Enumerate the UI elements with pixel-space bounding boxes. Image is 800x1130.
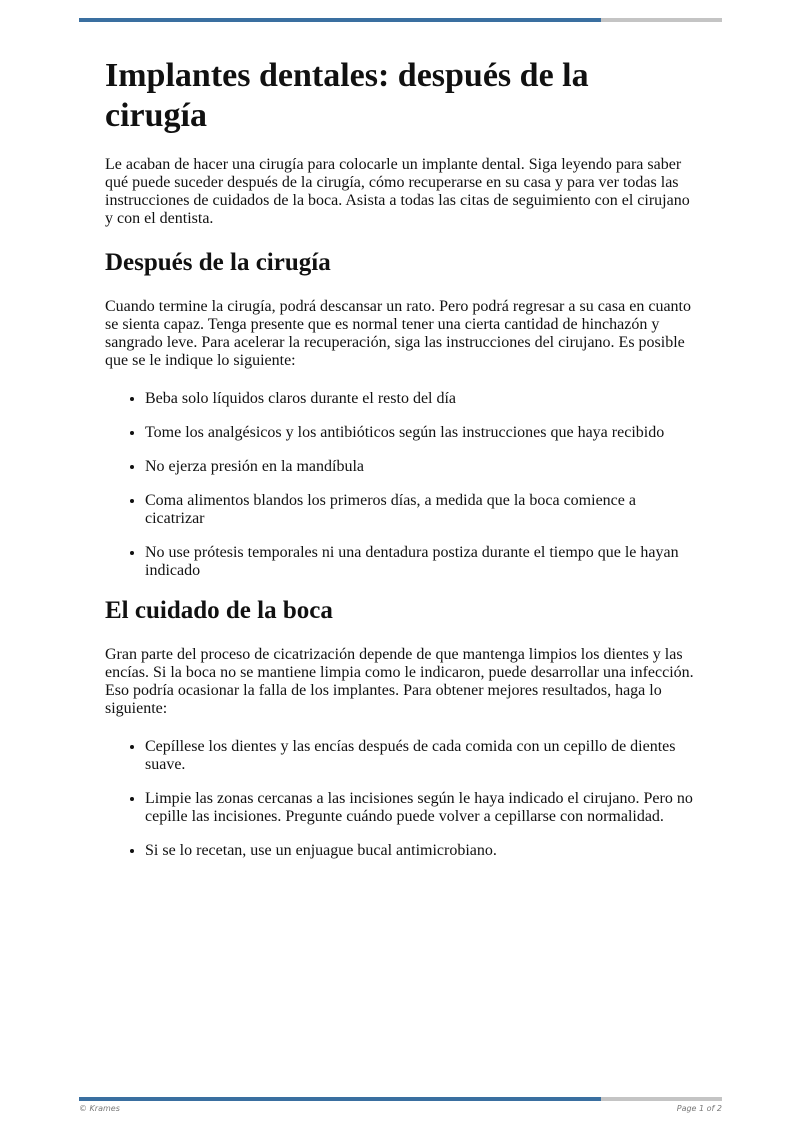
list-item: • Limpie las zonas cercanas a las incisiones según le haya indicado el cirujano. Pero no cepille las incisiones. Pregunte cuándo puede volver a cepillarse con normalidad. xyxy=(145,790,695,826)
section-heading: El cuidado de la boca xyxy=(105,597,333,624)
section-paragraph: Gran parte del proceso de cicatrización depende de que mantenga limpios los dientes y las encías. Si la boca no se mantiene limpia como le indicaron, puede desarrollar una infección. Eso podría ocasionar la falla de los implantes. Para obtener mejores resultados, haga lo siguiente: xyxy=(105,646,694,717)
list-item: • Beba solo líquidos claros durante el resto del día xyxy=(145,390,695,408)
section-paragraph: Cuando termine la cirugía, podrá descansar un rato. Pero podrá regresar a su casa en cuanto se sienta capaz. Tenga presente que es normal tener una cierta cantidad de hinchazón y sangrado leve. Para acelerar la recuperación, siga las instrucciones del cirujano. Es posible que se le indique lo siguiente: xyxy=(105,298,691,369)
section-after-surgery xyxy=(105,248,695,580)
list-item: • Coma alimentos blandos los primeros días, a medida que la boca comience a cicatrizar xyxy=(145,492,695,528)
section-heading: Después de la cirugía xyxy=(105,249,331,276)
header-rule xyxy=(79,18,722,22)
header-rule-accent xyxy=(79,18,601,22)
footer-rule xyxy=(79,1097,722,1101)
list-item: • No ejerza presión en la mandíbula xyxy=(145,458,695,476)
header-rule-secondary xyxy=(601,18,722,22)
list-item: • Si se lo recetan, use un enjuague bucal antimicrobiano. xyxy=(145,842,695,860)
document-body xyxy=(105,56,695,876)
intro-paragraph: Le acaban de hacer una cirugía para colocarle un implante dental. Siga leyendo para saber qué puede suceder después de la cirugía, cómo recuperarse en su casa y para ver todas las instrucciones de cuidados de la boca. Asista a todas las citas de seguimiento con el cirujano y con el dentista. xyxy=(105,156,690,227)
page-number: Page 1 of 2 xyxy=(676,1104,722,1113)
footer-rule-secondary xyxy=(601,1097,722,1101)
page-title: Implantes dentales: después de la cirugía xyxy=(105,57,589,134)
bullet-list xyxy=(105,738,695,860)
list-item: • Cepíllese los dientes y las encías después de cada comida con un cepillo de dientes suave. xyxy=(145,738,695,774)
copyright-text: © Krames xyxy=(79,1104,120,1113)
list-item: • No use prótesis temporales ni una dentadura postiza durante el tiempo que le hayan indicado xyxy=(145,544,695,580)
footer-rule-accent xyxy=(79,1097,601,1101)
section-mouth-care xyxy=(105,596,695,860)
bullet-list xyxy=(105,390,695,580)
list-item: • Tome los analgésicos y los antibióticos según las instrucciones que haya recibido xyxy=(145,424,695,442)
